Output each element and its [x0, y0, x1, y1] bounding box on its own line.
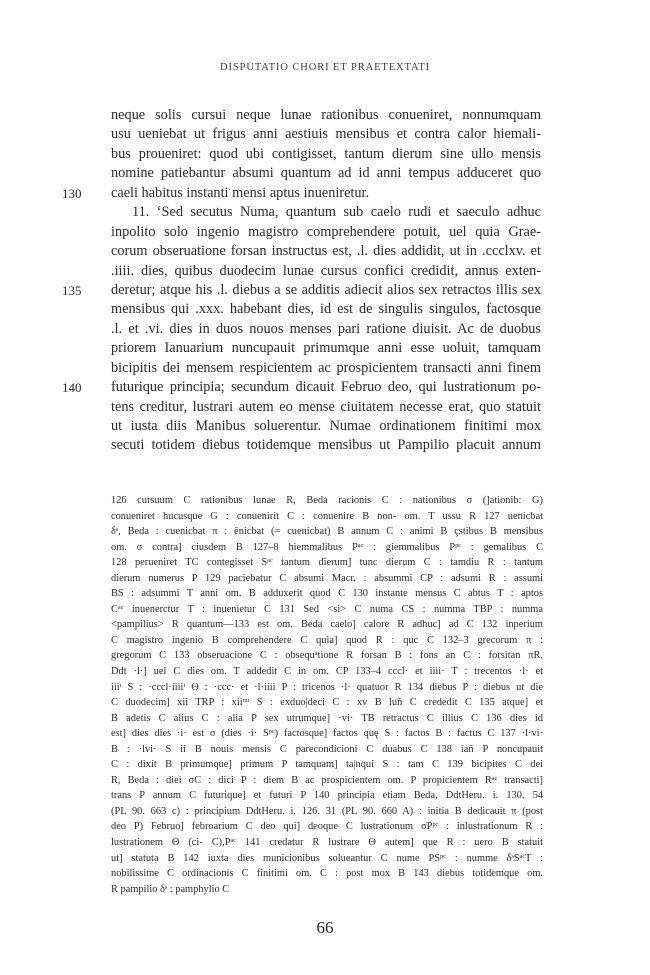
- text-line: [111, 398, 541, 417]
- text-line: [111, 223, 541, 242]
- apparatus-line: Cᵃᶜ inuenerctur T : inuenietur C 131 Sed <si> C numa CS : numma TBP : numma: [111, 603, 543, 615]
- text-line: [111, 300, 541, 319]
- text-line-content: priorem Ianuarium nuncupauit primumque anni esse uoluit, tamquam: [111, 340, 541, 357]
- critical-apparatus: [111, 493, 543, 897]
- text-line: [111, 359, 541, 378]
- text-line: [111, 164, 541, 183]
- apparatus-line: est] dies dies ·i· est σ (dies ·i· Sᵖᶜ) factosque] factos quę S : factos B : factus C 137 ·l·vi·: [111, 728, 543, 740]
- apparatus-line: 128 perueniret TC contegisset Sᵃᶜ tantum dierum] tunc dierum C : tamdiu R : tantum: [111, 557, 543, 569]
- apparatus-line: conueniret hucusque G : conuenirit C : conuenire B non- om. T ussu R 127 uenicbat: [111, 510, 543, 522]
- text-line-content: futurique principia; secundum dicauit Februo deo, qui lustrationum po-: [111, 379, 541, 396]
- text-line-content: .l. et .vi. dies in duos nouos menses pari ratione diuisit. Ac de duobus: [111, 320, 541, 337]
- text-line: [62, 378, 541, 397]
- text-line: [111, 436, 541, 455]
- text-line: [111, 106, 541, 125]
- apparatus-line: lustrationem Θ (ci- C),Pᵃᶜ 141 credatur R lustrare Θ autem] que R : uero B statuit: [111, 837, 543, 849]
- text-line-content: nomine patiebantur absumi quantum ad id anni tempus adduceret quo: [111, 165, 541, 182]
- apparatus-line: trans P annum C futurique] et futuri P 140 principia etiam Beda, DdtHeru. i. 130. 54: [111, 790, 543, 802]
- apparatus-line: BS : adsummi T anni om. B adduxerit quod C 130 instante mensus C abtus T : aptos: [111, 588, 543, 600]
- text-line-content: 11. ‘Sed secutus Numa, quantum sub caelo rudi et saeculo adhuc: [132, 204, 541, 221]
- text-line-content: tens creditur, lustrari autem eo mense ciuitatem necesse erat, quo statuit: [111, 398, 541, 415]
- text-line: [111, 203, 541, 222]
- text-line-content: usu ueniebat ut frigus anni aestiuis mensibus et contra calor hiemali-: [111, 126, 541, 143]
- apparatus-line: gregorum C 133 obseruacione C : obsequᵃtione R forsan B : fons an C : forsitan πR,: [111, 650, 543, 662]
- apparatus-line: nobilissime C ordinacionis C finitimi om. C : post mox B 143 diebus totidemque om.: [111, 868, 543, 880]
- apparatus-line: om. σ contra] ciusdem B 127–8 hiemmalibus Pᵃᶜ : giemmalibus Pᵖᶜ : gemalibus C: [111, 541, 543, 553]
- apparatus-line: Ddt ·l·] uel C dies om. T addedit C in om. CP 133–4 cccl· et iiii· T : trecentos ·l· et: [111, 666, 543, 678]
- apparatus-line: ut] statuta B 142 iuxta dies municionibus solueantur C nume PSᵖᶜ : numme δˢSᵃᶜT :: [111, 852, 543, 864]
- text-line-content: neque solis cursui neque lunae rationibus conueniret, nonnumquam: [111, 107, 541, 123]
- apparatus-line: δˢ, Beda : cuenicbat π : ēnicbat (= cuenicbat) B annum C : animi B çstibus B mensibus: [111, 526, 543, 538]
- text-line: [111, 320, 541, 339]
- line-number: 130: [62, 185, 82, 201]
- running-head: DISPUTATIO CHORI ET PRAETEXTATI: [219, 62, 431, 73]
- apparatus-line: C magistro ingenio B comprehendere C quia] quod R : quc C 132–3 grecorum π :: [111, 634, 543, 646]
- text-line-content: .iiii. dies, quibus duodecim lunae cursus confici credidit, annus exten-: [111, 262, 541, 279]
- apparatus-line: iiiᶦ S : ·cccl·iiiiᶦ Θ : ·ccc· et ·l·iiii P : tricenos ·l· quatuor R 134 diebus P : diebus ut die: [111, 681, 543, 693]
- line-number: 140: [62, 380, 82, 396]
- apparatus-line: 126 cursuum C rationibus lunae R, Beda racionis C : nationibus σ (]ationib: G): [111, 495, 543, 506]
- text-line: [111, 125, 541, 144]
- line-number: 135: [62, 282, 82, 298]
- text-line: [111, 145, 541, 164]
- text-line: [111, 417, 541, 436]
- text-line-content: secuti totidem diebus totidemque mensibus ut Pampilio placuit annum: [111, 437, 541, 454]
- text-line-content: corum obseruatione forsan instructus est, .l. dies addidit, ut in .ccclxv. et: [111, 243, 541, 260]
- apparatus-line: <pampilius> R quantum—133 est om. Beda caelo] calore R adhuc] ad C 132 inperium: [111, 619, 543, 631]
- page-number: 66: [316, 918, 334, 937]
- text-line: [111, 262, 541, 281]
- text-line-content: bicipitis dei mensem respicientem ac prospicientem transacti anni finem: [111, 359, 541, 376]
- apparatus-line: B adetis C alius C : alia P sex utrumque] ·vi· TB retractus C illius C 136 dies id: [111, 712, 543, 724]
- text-line-content: deretur; atque his .l. diebus a se additis adiecit alios sex retractos illis sex: [111, 281, 541, 298]
- main-text: [62, 106, 541, 456]
- text-line-content: caeli habitus instanti mensi aptus inueniretur.: [111, 184, 370, 201]
- apparatus-line: deo P) Februo] febroarium C deo qui] deoque C lustrationum σPᵖᶜ : inlustrationum R :: [111, 821, 543, 833]
- apparatus-line: R, Beda : diei σC : dici P : diem B ac prospicientem om. P propicientem Rᵃᶜ transacti]: [111, 774, 543, 786]
- apparatus-line: (PL 90. 663 c) : principium DdtHeru. i. 126. 31 (PL 90. 660 A) : initia B dedicauit π (post: [111, 805, 543, 817]
- text-line: [111, 242, 541, 261]
- text-line: [62, 281, 541, 300]
- text-line: [111, 339, 541, 358]
- apparatus-line: B : ·lvi· S ii B nouis mensis C parecondicioni C duabus C 138 iañ P noncupauit: [111, 743, 543, 755]
- text-line: [62, 184, 541, 203]
- text-line-content: bus proueniret: quod ubi contigisset, tantum dierum sine ullo mensis: [111, 145, 541, 162]
- text-line-content: ut iusta diis Manibus soluerentur. Numae ordinationem finitimi mox: [111, 418, 541, 434]
- text-line-content: inpolito solo ingenio magistro comprehendere potuit, uel quia Grae-: [111, 223, 541, 240]
- apparatus-line: R pampilio δˢ : pamphylio C: [111, 883, 230, 895]
- apparatus-line: C duodecim] xii TRP : xiiᵐᶦ S : exduo|deci C : xv B luñ C crededit C 135 atque] et: [111, 697, 543, 709]
- apparatus-line: dierum numerus P 129 paciebatur C absumi Macr. : absummi CP : adsumi R : assumi: [111, 572, 543, 584]
- text-line-content: mensibus qui .xxx. habebant dies, id est de singulis singulos, factosque: [111, 301, 541, 318]
- apparatus-line: C : dixit B primumque] primum P tamquam] ta|nqui S : tam C 139 bicipites C dei: [111, 759, 543, 771]
